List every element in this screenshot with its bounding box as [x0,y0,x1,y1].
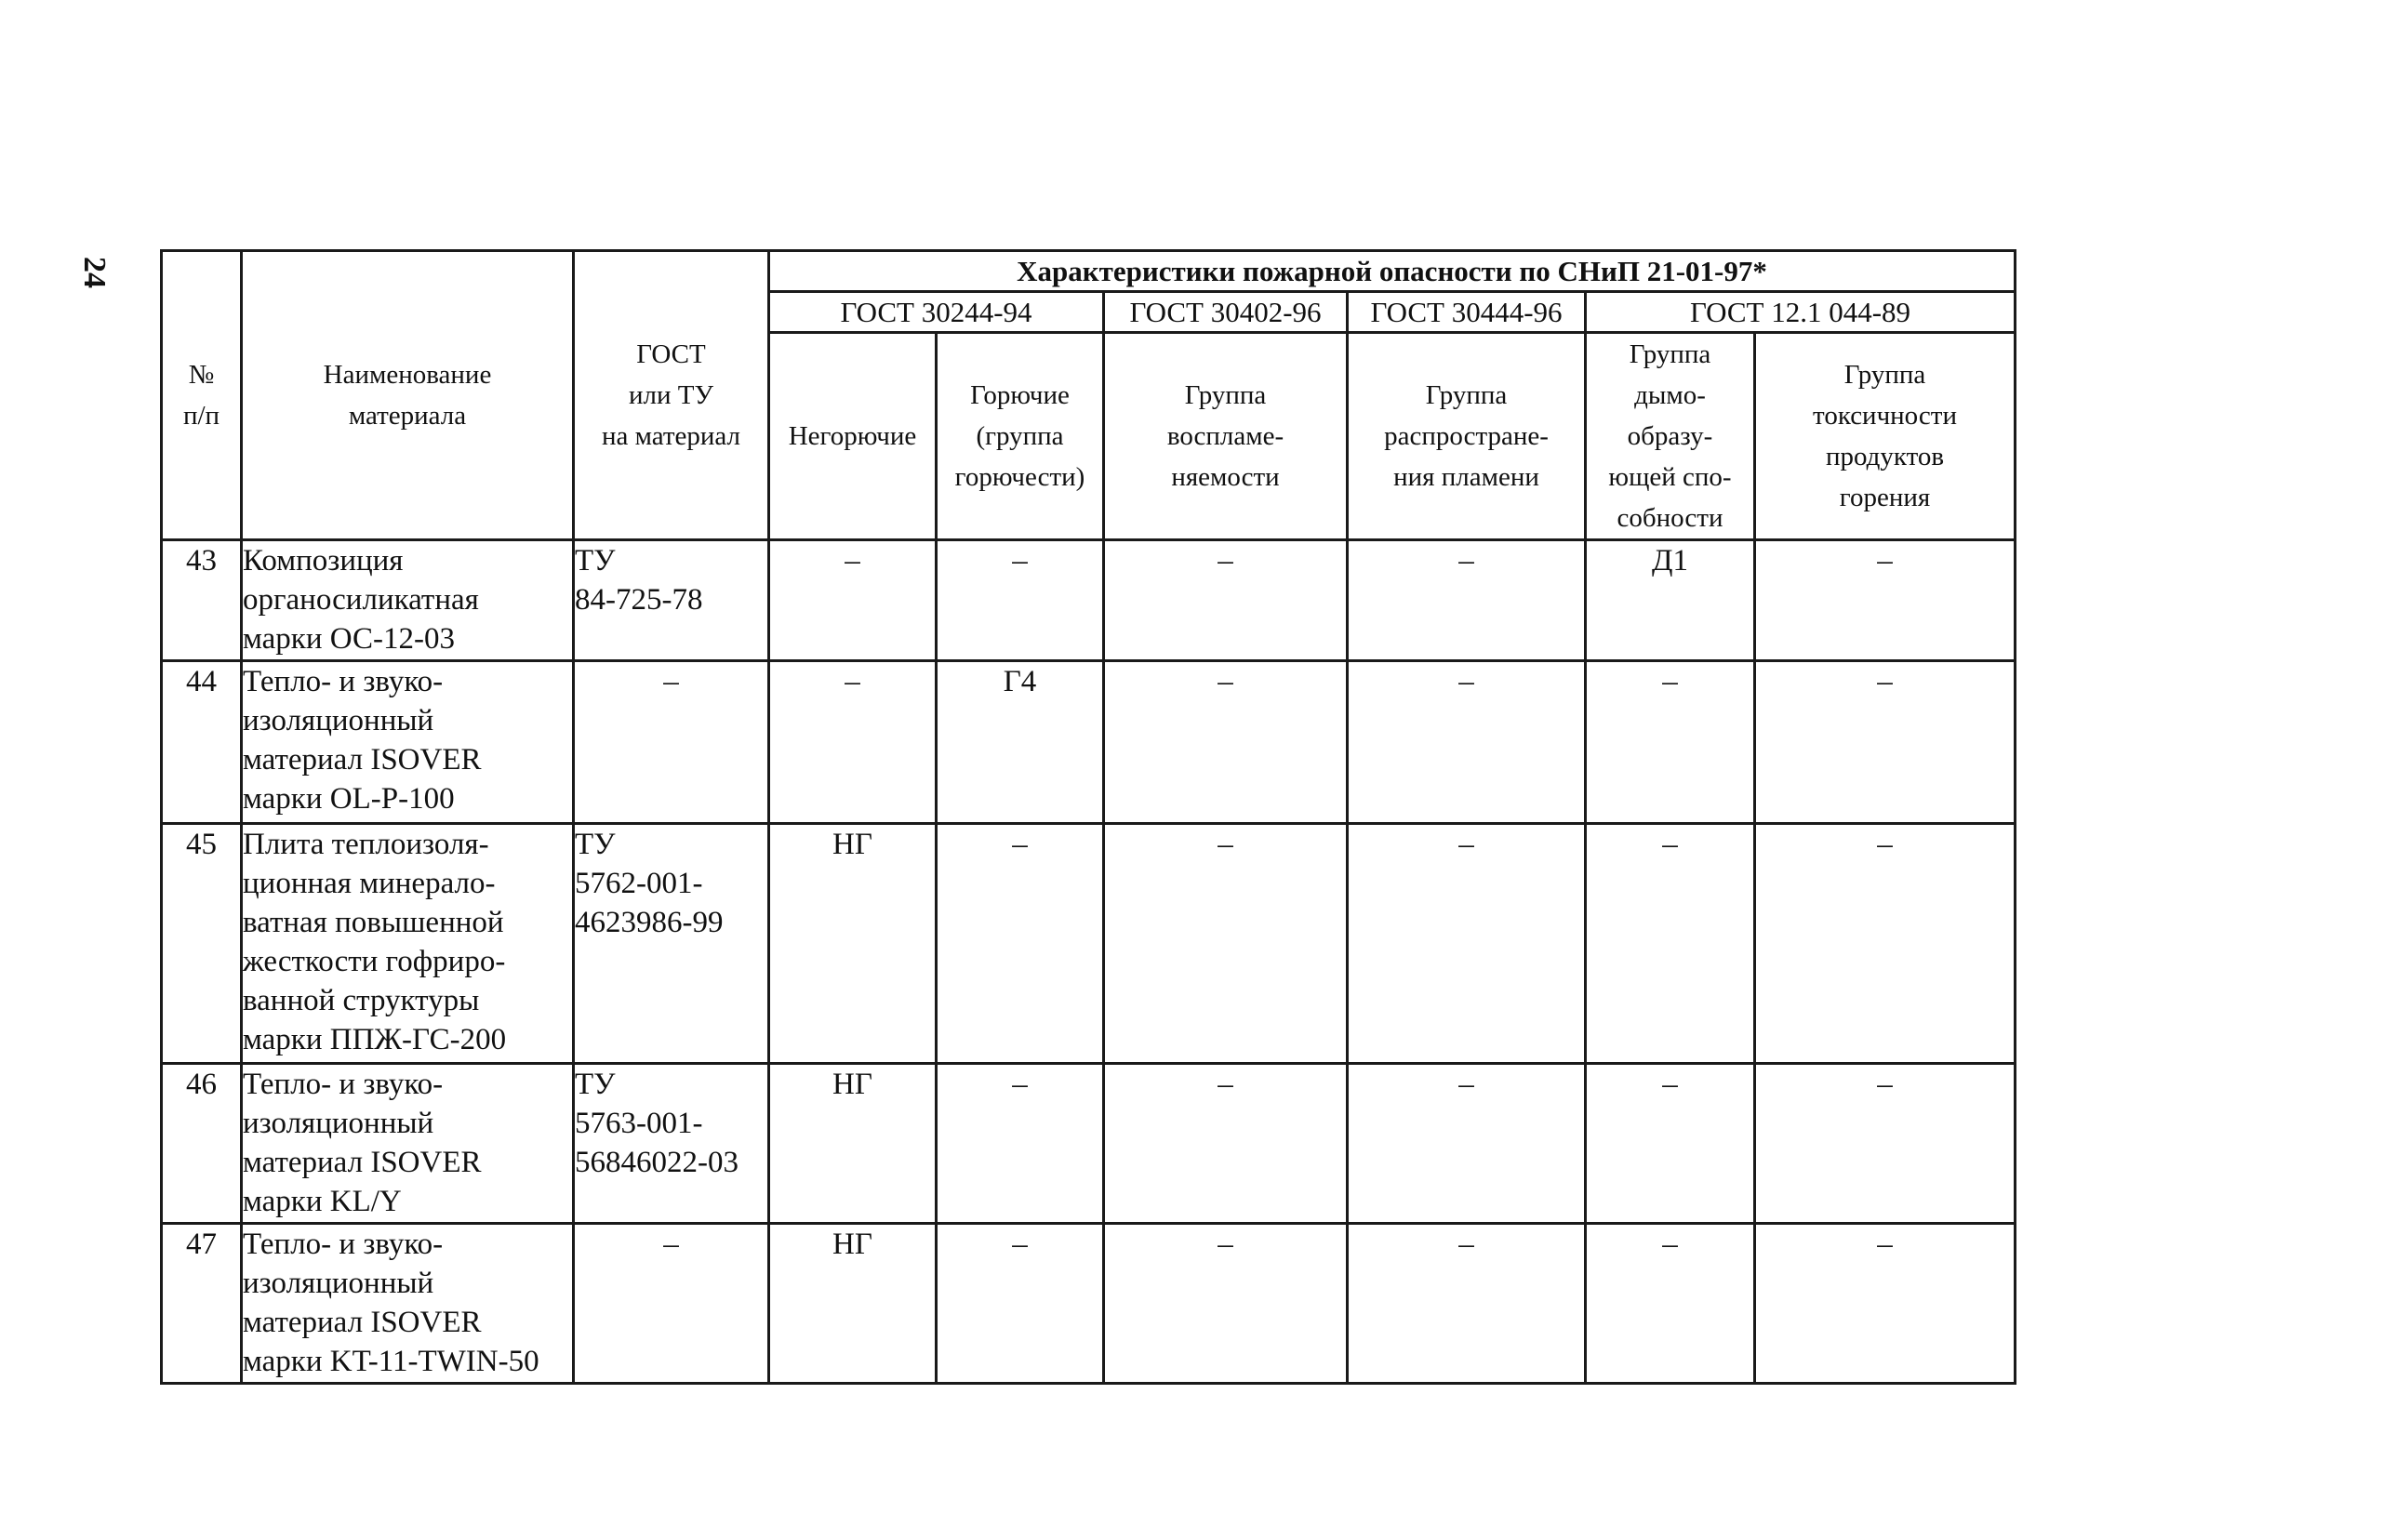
row-number: 46 [162,1064,242,1224]
value-combustible: Г4 [937,661,1104,824]
value-ignitability: – [1104,661,1348,824]
table-row [162,1064,2016,1224]
value-noncombustible: НГ [769,824,937,1064]
row-number: 45 [162,824,242,1064]
table-row [162,540,2016,661]
value-toxicity: – [1755,540,2016,661]
value-combustible: – [937,1224,1104,1384]
value-smoke: – [1586,824,1755,1064]
table-header [162,251,2016,540]
table-row [162,824,2016,1064]
value-combustible: – [937,540,1104,661]
page-number: 24 [77,257,112,288]
value-flame-spread: – [1348,661,1586,824]
material-gost: – [574,1224,769,1384]
table-body [162,540,2016,1384]
header-standard-30244: ГОСТ 30244-94 [769,292,1104,333]
material-name: Тепло- и звуко- изоляционный материал ISOVER марки OL-P-100 [242,661,574,824]
value-noncombustible: – [769,661,937,824]
value-combustible: – [937,1064,1104,1224]
value-smoke: – [1586,1224,1755,1384]
material-gost: ТУ 84-725-78 [574,540,769,661]
header-fire-title: Характеристики пожарной опасности по СНиП 21-01-97* [769,251,2016,292]
value-flame-spread: – [1348,540,1586,661]
header-flame-spread: Группа распростране- ния пламени [1348,333,1586,540]
value-ignitability: – [1104,1064,1348,1224]
fire-hazard-table [160,249,2016,1385]
header-name: Наименование материала [242,251,574,540]
row-number: 43 [162,540,242,661]
material-gost: ТУ 5762-001- 4623986-99 [574,824,769,1064]
value-noncombustible: – [769,540,937,661]
value-noncombustible: НГ [769,1224,937,1384]
table-row [162,1224,2016,1384]
value-toxicity: – [1755,1064,2016,1224]
header-ignitability: Группа воспламе- няемости [1104,333,1348,540]
material-name: Тепло- и звуко- изоляционный материал ISOVER марки KT-11-TWIN-50 [242,1224,574,1384]
row-number: 47 [162,1224,242,1384]
value-ignitability: – [1104,824,1348,1064]
value-noncombustible: НГ [769,1064,937,1224]
value-smoke: – [1586,1064,1755,1224]
value-ignitability: – [1104,540,1348,661]
value-smoke: Д1 [1586,540,1755,661]
header-smoke: Группа дымо- образу- ющей спо- собности [1586,333,1755,540]
value-toxicity: – [1755,661,2016,824]
row-number: 44 [162,661,242,824]
material-name: Плита теплоизоля- ционная минерало- ватная повышенной жесткости гофриро- ванной структуры марки ППЖ-ГС-200 [242,824,574,1064]
material-name: Композиция органосиликатная марки ОС-12-03 [242,540,574,661]
material-name: Тепло- и звуко- изоляционный материал ISOVER марки KL/Y [242,1064,574,1224]
header-combustible: Горючие (группа горючести) [937,333,1104,540]
value-ignitability: – [1104,1224,1348,1384]
material-gost: ТУ 5763-001- 56846022-03 [574,1064,769,1224]
material-gost: – [574,661,769,824]
value-flame-spread: – [1348,1224,1586,1384]
header-standard-30402: ГОСТ 30402-96 [1104,292,1348,333]
header-noncombustible: Негорючие [769,333,937,540]
value-flame-spread: – [1348,824,1586,1064]
header-toxicity: Группа токсичности продуктов горения [1755,333,2016,540]
header-gost: ГОСТ или ТУ на материал [574,251,769,540]
header-standard-30444: ГОСТ 30444-96 [1348,292,1586,333]
value-toxicity: – [1755,824,2016,1064]
table-row [162,661,2016,824]
value-combustible: – [937,824,1104,1064]
header-num: № п/п [162,251,242,540]
header-standard-12-1-044: ГОСТ 12.1 044-89 [1586,292,2016,333]
value-flame-spread: – [1348,1064,1586,1224]
value-toxicity: – [1755,1224,2016,1384]
value-smoke: – [1586,661,1755,824]
